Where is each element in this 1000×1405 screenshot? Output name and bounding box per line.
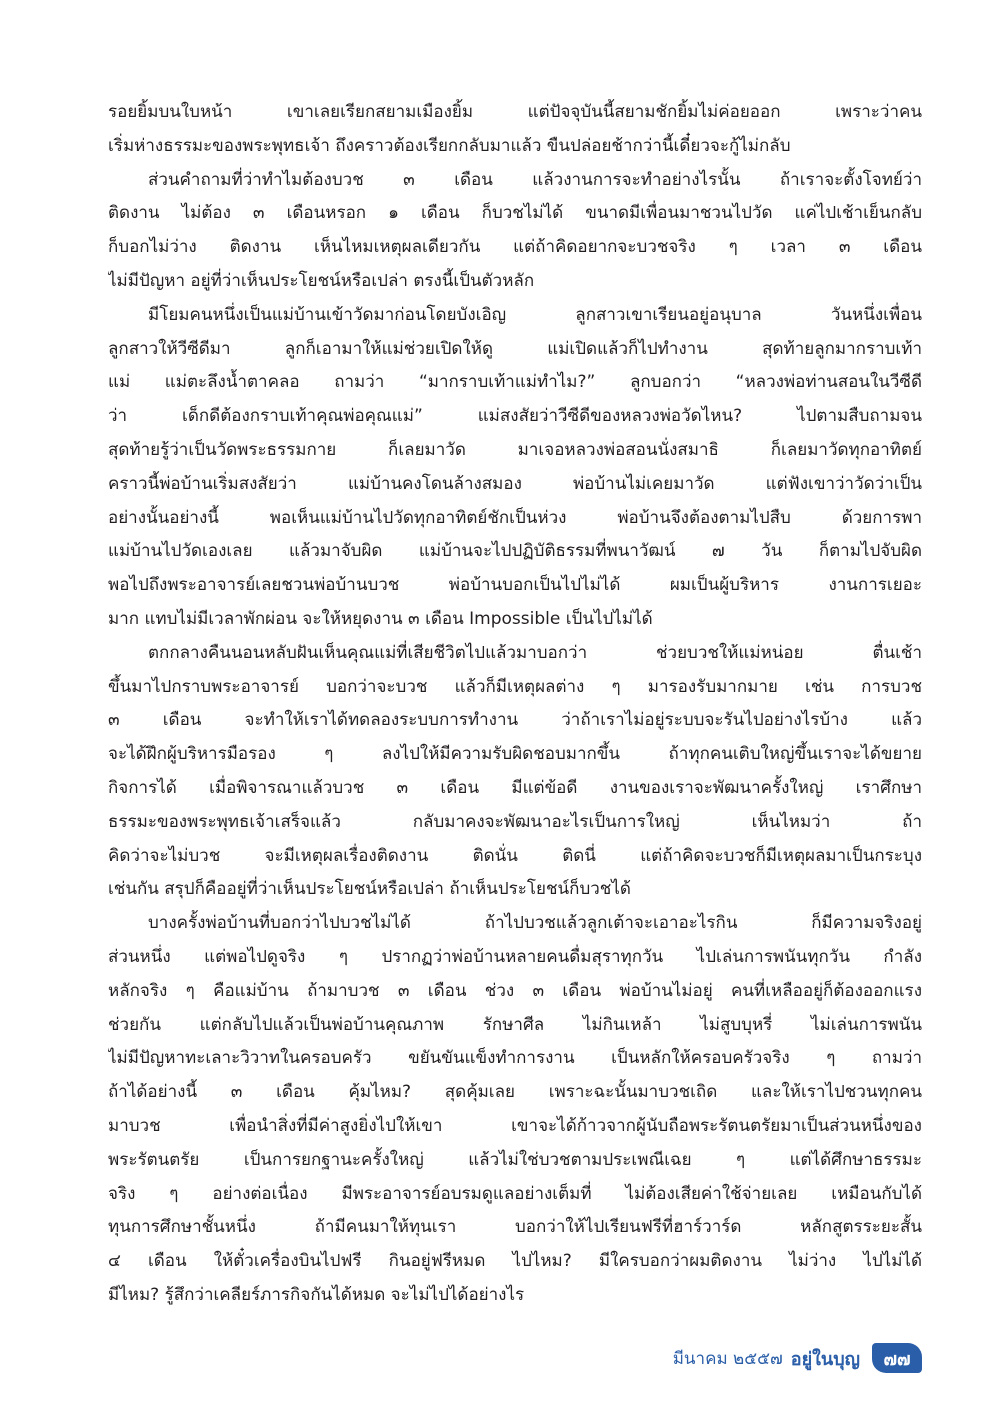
text-line: มาก แทบไม่มีเวลาพักผ่อน จะให้หยุดงาน ๓ เดือน Impossible เป็นไปไม่ได้ — [108, 608, 653, 629]
text-line: จะได้ฝึกผู้บริหารมือรอง ๆ ลงไปให้มีความรับผิดชอบมากขึ้น ถ้าทุกคนเติบใหญ่ขึ้นเราจะได้ขยาย — [108, 744, 922, 765]
text-line: ว่า เด็กดีต้องกราบเท้าคุณพ่อคุณแม่” แม่สงสัยว่าวีซีดีของหลวงพ่อวัดไหน? ไปตามสืบถามจน — [108, 406, 922, 427]
text-line: รอยยิ้มบนใบหน้า เขาเลยเรียกสยามเมืองยิ้ม แต่ปัจจุบันนี้สยามชักยิ้มไม่ค่อยออก เพราะว่าคน — [108, 102, 922, 122]
page-number-badge: ๗๗ — [872, 1343, 922, 1373]
text-line: ช่วยกัน แต่กลับไปแล้วเป็นพ่อบ้านคุณภาพ รักษาศีล ไม่กินเหล้า ไม่สูบบุหรี่ ไม่เล่นการพนัน — [108, 1014, 922, 1035]
text-line: ส่วนหนึ่ง แต่พอไปดูจริง ๆ ปรากฏว่าพ่อบ้านหลายคนดื่มสุราทุกวัน ไปเล่นการพนันทุกวัน กำลัง — [108, 946, 922, 967]
text-line: ธรรมะของพระพุทธเจ้าเสร็จแล้ว กลับมาคงจะพัฒนาอะไรเป็นการใหญ่ เห็นไหมว่า ถ้า — [108, 811, 922, 832]
text-line: ขึ้นมาไปกราบพระอาจารย์ บอกว่าจะบวช แล้วก็มีเหตุผลต่าง ๆ มารองรับมากมาย เช่น การบวช — [108, 676, 922, 697]
text-line: ติดงาน ไม่ต้อง ๓ เดือนหรอก ๑ เดือน ก็บวชไม่ได้ ขนาดมีเพื่อนมาชวนไปวัด แค่ไปเช้าเย็นกลับ — [108, 203, 922, 224]
paragraph — [108, 96, 922, 164]
issue-date: มีนาคม ๒๕๕๗ — [672, 1348, 783, 1369]
text-line: ทุนการศึกษาชั้นหนึ่ง ถ้ามีคนมาให้ทุนเรา บอกว่าให้ไปเรียนฟรีที่ฮาร์วาร์ด หลักสูตรระยะสั้น — [108, 1217, 922, 1238]
text-line: มีไหม? รู้สึกว่าเคลียร์ภารกิจกันได้หมด จะไม่ไปได้อย่างไร — [108, 1284, 525, 1305]
text-line: สุดท้ายรู้ว่าเป็นวัดพระธรรมกาย ก็เลยมาวัด มาเจอหลวงพ่อสอนนั่งสมาธิ ก็เลยมาวัดทุกอาทิตย์ — [108, 439, 922, 460]
text-line: พระรัตนตรัย เป็นการยกฐานะครั้งใหญ่ แล้วไม่ใช่บวชตามประเพณีเฉย ๆ แต่ได้ศึกษาธรรมะ — [108, 1149, 922, 1170]
text-line: จริง ๆ อย่างต่อเนื่อง มีพระอาจารย์อบรมดูแลอย่างเต็มที่ ไม่ต้องเสียค่าใช้จ่ายเลย เหมือนกับได้ — [108, 1183, 922, 1204]
text-line: เริ่มห่างธรรมะของพระพุทธเจ้า ถึงคราวต้องเรียกกลับมาแล้ว ขืนปล่อยช้ากว่านี้เดี๋ยวจะกู้ไม่กลับ — [108, 135, 791, 156]
text-line: คิดว่าจะไม่บวช จะมีเหตุผลเรื่องติดงาน ติดนั่น ติดนี่ แต่ถ้าคิดจะบวชก็มีเหตุผลมาเป็นกระบุง — [108, 845, 922, 866]
text-line: อย่างนั้นอย่างนี้ พอเห็นแม่บ้านไปวัดทุกอาทิตย์ชักเป็นห่วง พ่อบ้านจึงต้องตามไปสืบ ด้วยการพา — [108, 507, 922, 528]
text-line: แม่ แม่ตะลึงน้ำตาคลอ ถามว่า “มากราบเท้าแม่ทำไม?” ลูกบอกว่า “หลวงพ่อท่านสอนในวีซีดี — [108, 372, 922, 393]
text-line: ลูกสาวให้วีซีดีมา ลูกก็เอามาให้แม่ช่วยเปิดให้ดู แม่เปิดแล้วก็ไปทำงาน สุดท้ายลูกมากราบเท้า — [108, 338, 922, 359]
paragraph — [108, 164, 922, 299]
magazine-title: อยู่ในบุญ — [790, 1348, 860, 1370]
page-footer — [600, 1341, 922, 1375]
paragraph — [108, 637, 922, 907]
text-line: เช่นกัน สรุปก็คืออยู่ที่ว่าเห็นประโยชน์หรือเปล่า ถ้าเห็นประโยชน์ก็บวชได้ — [108, 879, 631, 900]
text-line: หลักจริง ๆ คือแม่บ้าน ถ้ามาบวช ๓ เดือน ช่วง ๓ เดือน พ่อบ้านไม่อยู่ คนที่เหลืออยู่ก็ต้องออกแรง — [108, 980, 922, 1001]
text-line: คราวนี้พ่อบ้านเริ่มสงสัยว่า แม่บ้านคงโดนล้างสมอง พ่อบ้านไม่เคยมาวัด แต่ฟังเขาว่าวัดว่าเป็น — [108, 473, 922, 494]
text-line: มีโยมคนหนึ่งเป็นแม่บ้านเข้าวัดมาก่อนโดยบังเอิญ ลูกสาวเขาเรียนอยู่อนุบาล วันหนึ่งเพื่อน — [148, 304, 922, 325]
text-line: ถ้าได้อย่างนี้ ๓ เดือน คุ้มไหม? สุดคุ้มเลย เพราะฉะนั้นมาบวชเถิด และให้เราไปชวนทุกคน — [108, 1082, 922, 1103]
text-line: ๔ เดือน ให้ตั๋วเครื่องบินไปฟรี กินอยู่ฟรีหมด ไปไหม? มีใครบอกว่าผมติดงาน ไม่ว่าง ไปไม่ได้ — [108, 1251, 922, 1272]
text-line: ๓ เดือน จะทำให้เราได้ทดลองระบบการทำงาน ว่าถ้าเราไม่อยู่ระบบจะรันไปอย่างไรบ้าง แล้ว — [108, 710, 922, 731]
paragraph — [108, 907, 922, 1313]
paragraph — [108, 299, 922, 637]
text-line: ตกกลางคืนนอนหลับฝันเห็นคุณแม่ที่เสียชีวิตไปแล้วมาบอกว่า ช่วยบวชให้แม่หน่อย ตื่นเช้า — [148, 642, 922, 663]
article-body — [108, 96, 922, 1313]
text-line: ไม่มีปัญหาทะเลาะวิวาทในครอบครัว ขยันขันแข็งทำการงาน เป็นหลักให้ครอบครัวจริง ๆ ถามว่า — [108, 1048, 922, 1069]
text-line: มาบวช เพื่อนำสิ่งที่มีค่าสูงยิ่งไปให้เขา เขาจะได้ก้าวจากผู้นับถือพระรัตนตรัยมาเป็นส่วนหนึ่งของ — [108, 1115, 922, 1136]
text-line: บางครั้งพ่อบ้านที่บอกว่าไปบวชไม่ได้ ถ้าไปบวชแล้วลูกเต้าจะเอาอะไรกิน ก็มีความจริงอยู่ — [148, 913, 922, 934]
text-line: ไม่มีปัญหา อยู่ที่ว่าเห็นประโยชน์หรือเปล่า ตรงนี้เป็นตัวหลัก — [108, 270, 535, 291]
text-line: กิจการได้ เมื่อพิจารณาแล้วบวช ๓ เดือน มีแต่ข้อดี งานของเราจะพัฒนาครั้งใหญ่ เราศึกษา — [108, 777, 922, 798]
text-line: ก็บอกไม่ว่าง ติดงาน เห็นไหมเหตุผลเดียวกัน แต่ถ้าคิดอยากจะบวชจริง ๆ เวลา ๓ เดือน — [108, 237, 922, 258]
text-line: ส่วนคำถามที่ว่าทำไมต้องบวช ๓ เดือน แล้วงานการจะทำอย่างไรนั้น ถ้าเราจะตั้งโจทย์ว่า — [148, 169, 922, 190]
text-line: แม่บ้านไปวัดเองเลย แล้วมาจับผิด แม่บ้านจะไปปฏิบัติธรรมที่พนาวัฒน์ ๗ วัน ก็ตามไปจับผิด — [108, 541, 922, 562]
text-line: พอไปถึงพระอาจารย์เลยชวนพ่อบ้านบวช พ่อบ้านบอกเป็นไปไม่ได้ ผมเป็นผู้บริหาร งานการเยอะ — [108, 575, 922, 596]
